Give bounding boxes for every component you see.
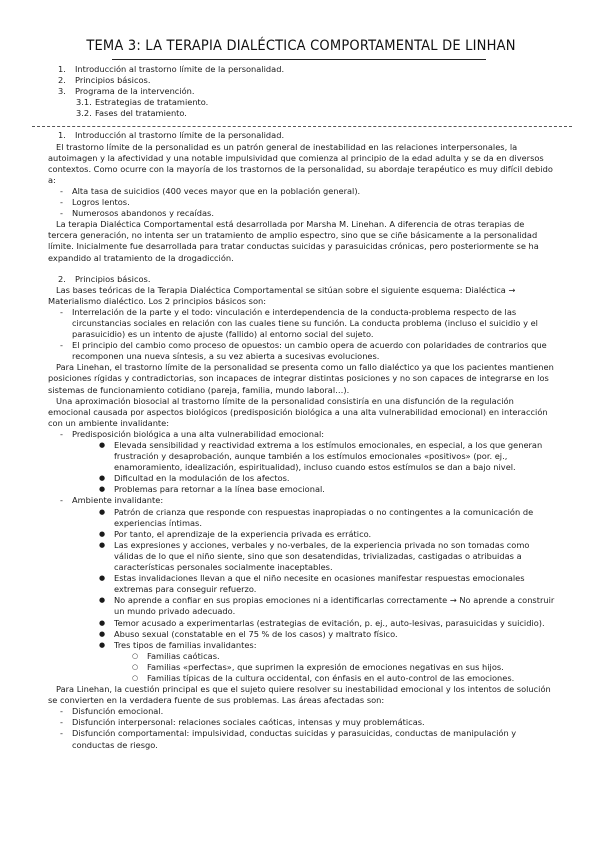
- table-of-contents: [48, 64, 556, 119]
- circle-marker: ○: [132, 662, 139, 671]
- bullet-marker: ●: [99, 596, 106, 605]
- bullet-text: Por tanto, el aprendizaje de la experiencia privada es errático.: [114, 528, 372, 539]
- bullet-marker: ●: [99, 485, 106, 494]
- bullet-item: [48, 484, 556, 495]
- toc-subitem: [48, 97, 556, 108]
- dash-marker: -: [60, 495, 63, 506]
- list-item: [48, 495, 556, 506]
- sub-bullet-item: [48, 662, 556, 673]
- circle-marker: ○: [132, 673, 139, 682]
- bullet-marker: ●: [99, 507, 106, 516]
- toc-item: [48, 64, 556, 75]
- bullet-text: Tres tipos de familias invalidantes:: [114, 639, 257, 650]
- toc-item: [48, 75, 556, 86]
- paragraph: Una aproximación biosocial al trastorno límite de la personalidad consistiría en una disfunción de la regulación emocional causada por aspectos biológicos (predisposición biológica a una alta vulnerabilidad emocional) en interacción con un ambiente invalidante:: [48, 395, 548, 428]
- list-item: [48, 340, 556, 362]
- list-item: [48, 429, 556, 440]
- bullet-text: No aprende a confiar en sus propias emociones ni a identificarlas correctamente → No aprende a construir un mundo privado adecuado.: [114, 595, 555, 617]
- list-item: [48, 197, 556, 208]
- list-item-text: Alta tasa de suicidios (400 veces mayor que en la población general).: [72, 185, 361, 196]
- list-item-text: Predisposición biológica a una alta vulnerabilidad emocional:: [72, 428, 325, 439]
- dash-marker: -: [60, 306, 63, 317]
- toc-number: 2.: [58, 75, 66, 86]
- bullet-text: Abuso sexual (constatable en el 75 % de los casos) y maltrato físico.: [114, 628, 398, 639]
- bullet-marker: ●: [99, 441, 106, 449]
- bullet-text: Las expresiones y acciones, verbales y no-verbales, de la experiencia privada no son tomadas como válidas de lo que el niño siente, sino que son desatendidas, trivializadas, castigadas o atribuidas a características personales socialmente inaceptables.: [114, 539, 530, 573]
- bullet-text: Problemas para retornar a la línea base emocional.: [114, 484, 325, 495]
- list-item-text: Disfunción interpersonal: relaciones sociales caóticas, intensas y muy problemáticas.: [72, 717, 425, 728]
- section-number: 1.: [58, 130, 66, 141]
- toc-text: Introducción al trastorno límite de la personalidad.: [75, 64, 285, 74]
- sub-bullet-item: [48, 651, 556, 662]
- bullet-item: [48, 618, 556, 629]
- bullet-item: [48, 595, 556, 617]
- title-underline: [112, 59, 486, 60]
- sub-bullet-text: Familias típicas de la cultura occidental, con énfasis en el auto-control de las emociones.: [147, 672, 515, 683]
- sub-bullet-text: Familias caóticas.: [147, 650, 220, 661]
- list-item-text: Disfunción comportamental: impulsividad, conductas suicidas y parasuicidas, conductas de manipulación y conductas de riesgo.: [72, 728, 517, 750]
- toc-item: [48, 86, 556, 97]
- dash-marker: -: [60, 208, 63, 219]
- toc-number: 3.2.: [76, 108, 92, 119]
- document-body: [48, 64, 556, 751]
- toc-number: 1.: [58, 64, 66, 74]
- toc-text: Estrategias de tratamiento.: [95, 97, 209, 108]
- bullet-item: [48, 507, 556, 529]
- dash-marker: -: [60, 728, 63, 739]
- list-item: [48, 186, 556, 197]
- bullet-marker: ●: [99, 640, 106, 649]
- dash-marker: -: [60, 717, 63, 728]
- paragraph: El trastorno límite de la personalidad es un patrón general de inestabilidad en las relaciones interpersonales, la autoimagen y la afectividad y una notable impulsividad que comienza al principio de la edad adulta y se da en diversos contextos. Como ocurre con la mayoría de los trastornos de la personalidad, su abordaje terapéutico es muy difícil debido a:: [48, 141, 553, 185]
- bullet-item: [48, 540, 556, 573]
- list-item: [48, 208, 556, 219]
- dash-marker: -: [60, 197, 63, 208]
- toc-text: Fases del tratamiento.: [95, 108, 187, 119]
- section-divider: [32, 126, 572, 127]
- toc-number: 3.: [58, 86, 66, 97]
- circle-marker: ○: [132, 651, 139, 660]
- bullet-item: [48, 473, 556, 484]
- toc-text: Principios básicos.: [75, 75, 151, 86]
- list-item-text: Interrelación de la parte y el todo: vinculación e interdependencia de la conducta-problema respecto de las circunstancias sociales en relación con las cuales tiene su función. La conducta problema (incluso el suicidio y el parasuicidio) es un intento de ajuste (fallido) al entorno social del sujeto.: [72, 306, 538, 340]
- list-item-text: Disfunción emocional.: [72, 706, 164, 717]
- list-item-text: Logros lentos.: [72, 197, 130, 208]
- list-item: [48, 717, 556, 728]
- list-item-text: El principio del cambio como proceso de opuestos: un cambio opera de acuerdo con polaridades de contrarios que recomponen una nueva síntesis, a su vez abierta a sucesivas evoluciones.: [72, 340, 547, 362]
- list-item: [48, 706, 556, 717]
- paragraph: La terapia Dialéctica Comportamental está desarrollada por Marsha M. Linehan. A diferencia de otras terapias de tercera generación, no intenta ser un tratamiento de amplio espectro, sino que se ciñe básicamente a la personalidad límite. Inicialmente fue desarrollada para tratar conductas suicidas y parasuicidas crónicas, pero posteriormente se ha expandido al tratamiento de la drogadicción.: [48, 219, 539, 263]
- sub-bullet-item: [48, 673, 556, 684]
- list-item-text: Ambiente invalidante:: [72, 495, 164, 506]
- paragraph: Las bases teóricas de la Terapia Dialéctica Comportamental se sitúan sobre el siguiente esquema: Dialéctica → Materialismo dialéctico. Los 2 principios básicos son:: [48, 284, 516, 306]
- page-title: TEMA 3: LA TERAPIA DIALÉCTICA COMPORTAMENTAL DE LINHAN: [86, 38, 516, 54]
- section-number: 2.: [58, 273, 66, 284]
- toc-text: Programa de la intervención.: [75, 86, 195, 97]
- bullet-text: Patrón de crianza que responde con respuestas inapropiadas o no contingentes a la comunicación de experiencias íntimas.: [114, 506, 534, 528]
- bullet-marker: ●: [99, 618, 106, 627]
- bullet-item: [48, 573, 556, 595]
- bullet-item: [48, 640, 556, 651]
- bullet-item: [48, 440, 556, 473]
- section-heading: [48, 274, 556, 285]
- section-title: Principios básicos.: [75, 273, 151, 284]
- bullet-marker: ●: [99, 529, 106, 538]
- bullet-marker: ●: [99, 540, 106, 549]
- list-item: [48, 728, 556, 750]
- paragraph: Para Linehan, la cuestión principal es que el sujeto quiere resolver su inestabilidad emocional y los intentos de solución se convierten en la verdadera fuente de sus problemas. Las áreas afectadas son:: [48, 684, 551, 706]
- bullet-text: Estas invalidaciones llevan a que el niño necesite en ocasiones manifestar respuestas emocionales extremas para conseguir refuerzo.: [114, 573, 525, 595]
- bullet-marker: ●: [99, 629, 106, 638]
- dash-marker: -: [60, 340, 63, 351]
- bullet-item: [48, 529, 556, 540]
- paragraph: Para Linehan, el trastorno límite de la personalidad se presenta como un fallo dialéctico ya que los pacientes mantienen posiciones rígidas y contradictorias, son incapaces de integrar distintas posiciones y no son capaces de integrarse en los sistemas de funcionamiento cotidiano (pareja, familia, mundo laboral…).: [48, 362, 554, 395]
- toc-subitem: [48, 108, 556, 119]
- dash-marker: -: [60, 185, 63, 196]
- list-item-text: Numerosos abandonos y recaídas.: [72, 208, 214, 219]
- bullet-text: Dificultad en la modulación de los afectos.: [114, 473, 290, 484]
- bullet-text: Elevada sensibilidad y reactividad extrema a los estímulos emocionales, en especial, a los que generan frustración y desaprobación, aunque también a los estímulos emocionales «positivos» (por. ej., enamoramiento, idealización, espiritualidad), incluso cuando estos estímulos se dan a bajo nivel.: [114, 440, 543, 473]
- dash-marker: -: [60, 706, 63, 717]
- sub-bullet-text: Familias «perfectas», que suprimen la expresión de emociones negativas en sus hijos.: [147, 661, 504, 672]
- bullet-marker: ●: [99, 574, 106, 583]
- bullet-item: [48, 629, 556, 640]
- list-item: [48, 307, 556, 340]
- section-heading: [48, 130, 556, 141]
- bullet-marker: ●: [99, 474, 106, 483]
- section-title: Introducción al trastorno límite de la personalidad.: [75, 130, 285, 141]
- toc-number: 3.1.: [76, 97, 92, 108]
- dash-marker: -: [60, 428, 63, 439]
- bullet-text: Temor acusado a experimentarlas (estrategias de evitación, p. ej., auto-lesivas, parasuicidas y suicidio).: [114, 617, 545, 628]
